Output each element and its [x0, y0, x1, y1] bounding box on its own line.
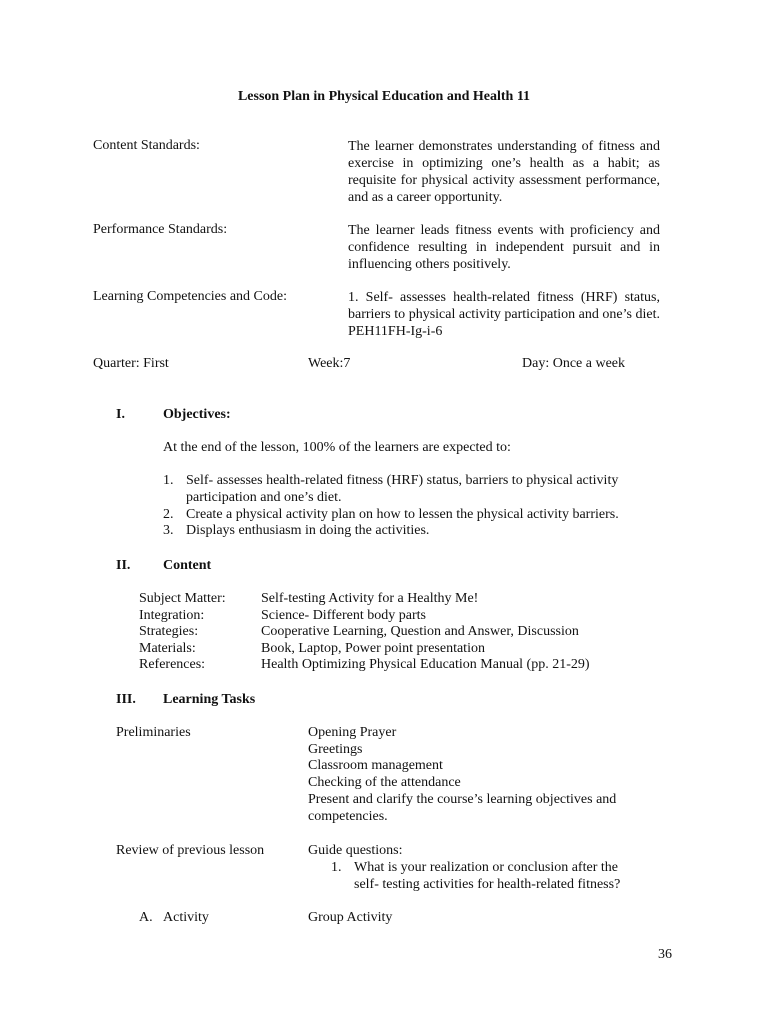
objective-text-cont: participation and one’s diet. — [186, 490, 342, 505]
section3-heading: Learning Tasks — [163, 692, 256, 707]
preliminary-item: Present and clarify the course’s learning objectives and — [308, 792, 617, 807]
review-question: What is your realization or conclusion after the — [354, 860, 618, 875]
review-question-cont: self- testing activities for health-related fitness? — [354, 877, 621, 892]
section2-heading: Content — [163, 558, 212, 573]
preliminary-item: Classroom management — [308, 758, 443, 773]
objective-number: 2. — [163, 507, 174, 522]
quarter-text: Quarter: First — [93, 356, 169, 371]
learning-competencies-label: Learning Competencies and Code: — [93, 289, 287, 304]
objective-text: Displays enthusiasm in doing the activities. — [186, 523, 430, 538]
section1-heading: Objectives: — [163, 407, 231, 422]
page-number: 36 — [658, 947, 672, 962]
performance-standards-label: Performance Standards: — [93, 222, 228, 237]
day-text: Day: Once a week — [522, 356, 626, 371]
preliminary-item: competencies. — [308, 809, 388, 824]
section3-numeral: III. — [116, 692, 136, 707]
activity-value: Group Activity — [308, 910, 393, 925]
section2-numeral: II. — [116, 558, 131, 573]
content-row-label: Integration: — [139, 608, 205, 623]
content-row-value: Self-testing Activity for a Healthy Me! — [261, 591, 479, 606]
content-row-label: Strategies: — [139, 624, 199, 639]
objective-text: Self- assesses health-related fitness (HRF) status, barriers to physical activity — [186, 473, 619, 488]
learning-competencies-value: 1. Self- assesses health-related fitness (HRF) status, barriers to physical activity participation and one’s diet. PEH11FH-Ig-i-6 — [348, 290, 660, 339]
content-standards-value: The learner demonstrates understanding of fitness and exercise in optimizing one’s health as a habit; as requisite for physical activity assessment performance, and as a career opportunity. — [348, 139, 660, 205]
page-title: Lesson Plan in Physical Education and Health 11 — [237, 89, 531, 104]
preliminary-item: Checking of the attendance — [308, 775, 461, 790]
content-row-value: Book, Laptop, Power point presentation — [261, 641, 485, 656]
objective-number: 1. — [163, 473, 174, 488]
preliminaries-label: Preliminaries — [116, 725, 191, 740]
performance-standards-value: The learner leads fitness events with proficiency and confidence resulting in independent pursuit and in influencing others positively. — [348, 223, 660, 272]
activity-letter: A. — [139, 910, 153, 925]
week-text: Week:7 — [308, 356, 351, 371]
review-question-number: 1. — [331, 860, 342, 875]
content-row-value: Science- Different body parts — [261, 608, 426, 623]
content-row-label: Subject Matter: — [139, 591, 226, 606]
content-row-label: References: — [139, 657, 206, 672]
content-row-label: Materials: — [139, 641, 196, 656]
review-heading: Guide questions: — [308, 843, 403, 858]
review-label: Review of previous lesson — [116, 843, 265, 858]
objective-text: Create a physical activity plan on how to lessen the physical activity barriers. — [186, 507, 619, 522]
content-row-value: Health Optimizing Physical Education Manual (pp. 21-29) — [261, 657, 590, 672]
content-standards-label: Content Standards: — [93, 138, 200, 153]
objective-number: 3. — [163, 523, 174, 538]
section1-intro: At the end of the lesson, 100% of the learners are expected to: — [163, 440, 511, 455]
preliminary-item: Opening Prayer — [308, 725, 397, 740]
activity-label: Activity — [163, 910, 209, 925]
content-row-value: Cooperative Learning, Question and Answer, Discussion — [261, 624, 579, 639]
section1-numeral: I. — [116, 407, 125, 422]
preliminary-item: Greetings — [308, 742, 363, 757]
